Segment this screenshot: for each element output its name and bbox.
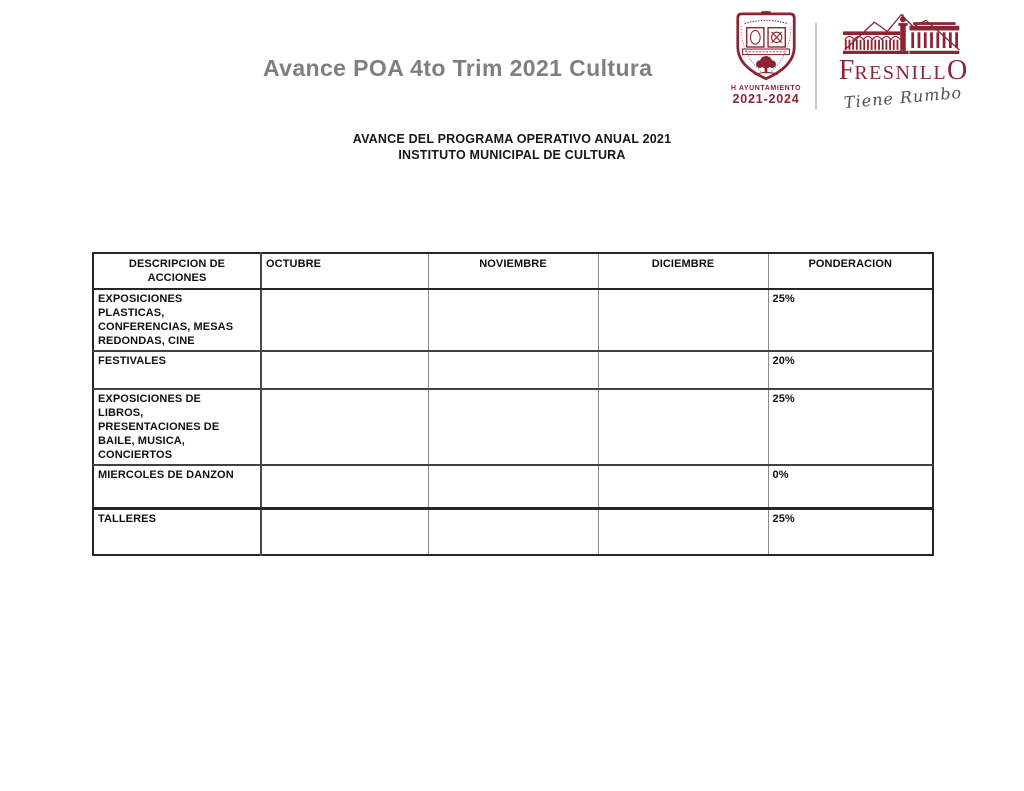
cell-noviembre — [428, 508, 598, 555]
crest-years: 2021-2024 — [732, 92, 800, 106]
crest-shield-icon — [735, 11, 797, 83]
table-row — [93, 389, 933, 465]
cell-octubre — [261, 508, 428, 555]
cell-diciembre — [598, 351, 768, 389]
subtitle-line-2: INSTITUTO MUNICIPAL DE CULTURA — [398, 148, 626, 162]
cell-ponderacion: 25% — [768, 508, 933, 555]
poa-progress-table — [92, 252, 934, 556]
col-header-diciembre: DICIEMBRE — [598, 253, 768, 289]
table-row — [93, 508, 933, 555]
wordmark-final: O — [947, 55, 968, 86]
cell-ponderacion: 25% — [768, 389, 933, 465]
cell-octubre — [261, 465, 428, 508]
fresnillo-wordmark-block — [828, 11, 978, 113]
col-header-octubre: OCTUBRE — [261, 253, 428, 289]
cell-diciembre — [598, 465, 768, 508]
cell-descripcion: MIERCOLES DE DANZON — [93, 465, 261, 508]
logo-divider — [815, 23, 817, 109]
cell-descripcion: EXPOSICIONES PLASTICAS, CONFERENCIAS, MESAS REDONDAS, CINE — [93, 289, 261, 351]
col-header-descripcion: DESCRIPCION DE ACCIONES — [93, 253, 261, 289]
cell-noviembre — [428, 351, 598, 389]
cell-diciembre — [598, 289, 768, 351]
cell-noviembre — [428, 389, 598, 465]
cell-octubre — [261, 289, 428, 351]
col-header-ponderacion: PONDERACION — [768, 253, 933, 289]
cell-octubre — [261, 351, 428, 389]
subtitle-line-1: AVANCE DEL PROGRAMA OPERATIVO ANUAL 2021 — [352, 132, 672, 146]
cell-ponderacion: 20% — [768, 351, 933, 389]
fresnillo-logo — [726, 11, 978, 113]
cell-ponderacion: 0% — [768, 465, 933, 508]
cell-descripcion: EXPOSICIONES DE LIBROS, PRESENTACIONES DE BAILE, MUSICA, CONCIERTOS — [93, 389, 261, 465]
kiosk-mountain-icon — [843, 11, 963, 61]
wordmark-initial: F — [838, 55, 855, 86]
cell-ponderacion: 25% — [768, 289, 933, 351]
table-header-row — [93, 253, 933, 289]
col-header-noviembre: NOVIEMBRE — [428, 253, 598, 289]
table-row — [93, 351, 933, 389]
table-row — [93, 289, 933, 351]
cell-diciembre — [598, 508, 768, 555]
cell-noviembre — [428, 289, 598, 351]
cell-octubre — [261, 389, 428, 465]
document-subtitle — [0, 131, 1024, 163]
cell-descripcion: TALLERES — [93, 508, 261, 555]
cell-diciembre — [598, 389, 768, 465]
table-row — [93, 465, 933, 508]
tagline: Tiene Rumbo — [843, 82, 963, 113]
wordmark-middle: RESNILL — [854, 62, 948, 84]
municipal-crest — [726, 11, 806, 106]
cell-descripcion: FESTIVALES — [93, 351, 261, 389]
crest-caption: H AYUNTAMIENTO — [730, 85, 802, 92]
page-title: Avance POA 4to Trim 2021 Cultura — [263, 55, 653, 81]
cell-noviembre — [428, 465, 598, 508]
